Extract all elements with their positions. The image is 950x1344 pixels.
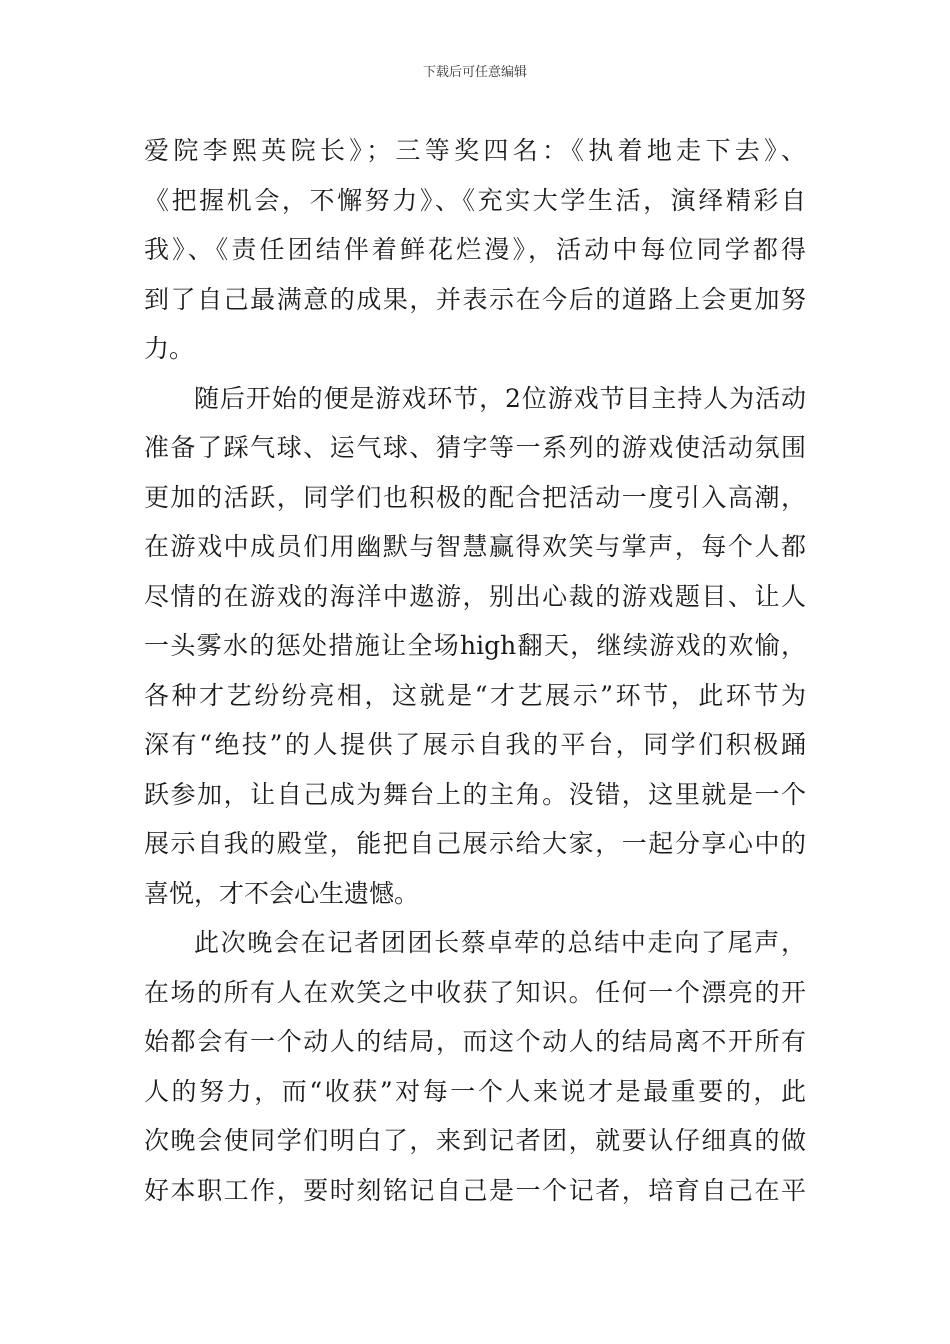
paragraph-2-line-2: 准备了踩气球、运气球、猜字等一系列的游戏使活动氛围: [144, 433, 806, 462]
paragraph-1-line-4: 到了自己最满意的成果，并表示在今后的道路上会更加努: [144, 284, 806, 314]
paragraph-3-line-2: 在场的所有人在欢笑之中收获了知识。任何一个漂亮的开: [144, 977, 806, 1007]
paragraph-2-line-3: 更加的活跃，同学们也积极的配合把活动一度引入高潮，: [144, 482, 806, 512]
paragraph-3-line-3: 始都会有一个动人的结局，而这个动人的结局离不开所有: [144, 1027, 806, 1056]
paragraph-3-line-5: 次晚会使同学们明白了，来到记者团，就要认仔细真的做: [144, 1126, 806, 1155]
paragraph-2-line-9: 跃参加，让自己成为舞台上的主角。没错，这里就是一个: [144, 779, 806, 809]
page-header: 下载后可任意编辑: [422, 65, 527, 80]
paragraph-2-line-8: 深有“绝技”的人提供了展示自我的平台，同学们积极踊: [144, 730, 806, 759]
paragraph-3-line-1: 此次晚会在记者团团长蔡卓荦的总结中走向了尾声，: [194, 928, 806, 957]
paragraph-2-line-11: 喜悦，才不会心生遗憾。: [144, 878, 420, 908]
paragraph-2-line-1: 随后开始的便是游戏环节，2位游戏节目主持人为活动: [194, 383, 806, 413]
paragraph-2-line-6: 一头雾水的惩处措施让全场high翻天，继续游戏的欢愉，: [144, 631, 806, 660]
document-body: [144, 126, 806, 1215]
paragraph-1-line-1: 爱院李熙英院长》；三等奖四名：《执着地走下去》、: [144, 136, 806, 165]
paragraph-3-line-6: 好本职工作，要时刻铭记自己是一个记者，培育自己在平: [144, 1175, 806, 1205]
paragraph-1-line-2: 《把握机会，不懈努力》、《充实大学生活，演绎精彩自: [144, 185, 806, 215]
paragraph-1-line-3: 我》、《责任团结伴着鲜花烂漫》，活动中每位同学都得: [144, 235, 806, 264]
paragraph-2-line-5: 尽情的在游戏的海洋中遨游，别出心裁的游戏题目、让人: [144, 581, 806, 611]
paragraph-3-line-4: 人的努力，而“收获”对每一个人来说才是最重要的，此: [144, 1076, 806, 1106]
paragraph-2-line-7: 各种才艺纷纷亮相，这就是“才艺展示”环节，此环节为: [144, 680, 806, 710]
paragraph-1-line-5: 力。: [144, 334, 195, 363]
paragraph-2-line-4: 在游戏中成员们用幽默与智慧赢得欢笑与掌声，每个人都: [144, 532, 806, 561]
paragraph-2-line-10: 展示自我的殿堂，能把自己展示给大家，一起分享心中的: [144, 829, 806, 858]
